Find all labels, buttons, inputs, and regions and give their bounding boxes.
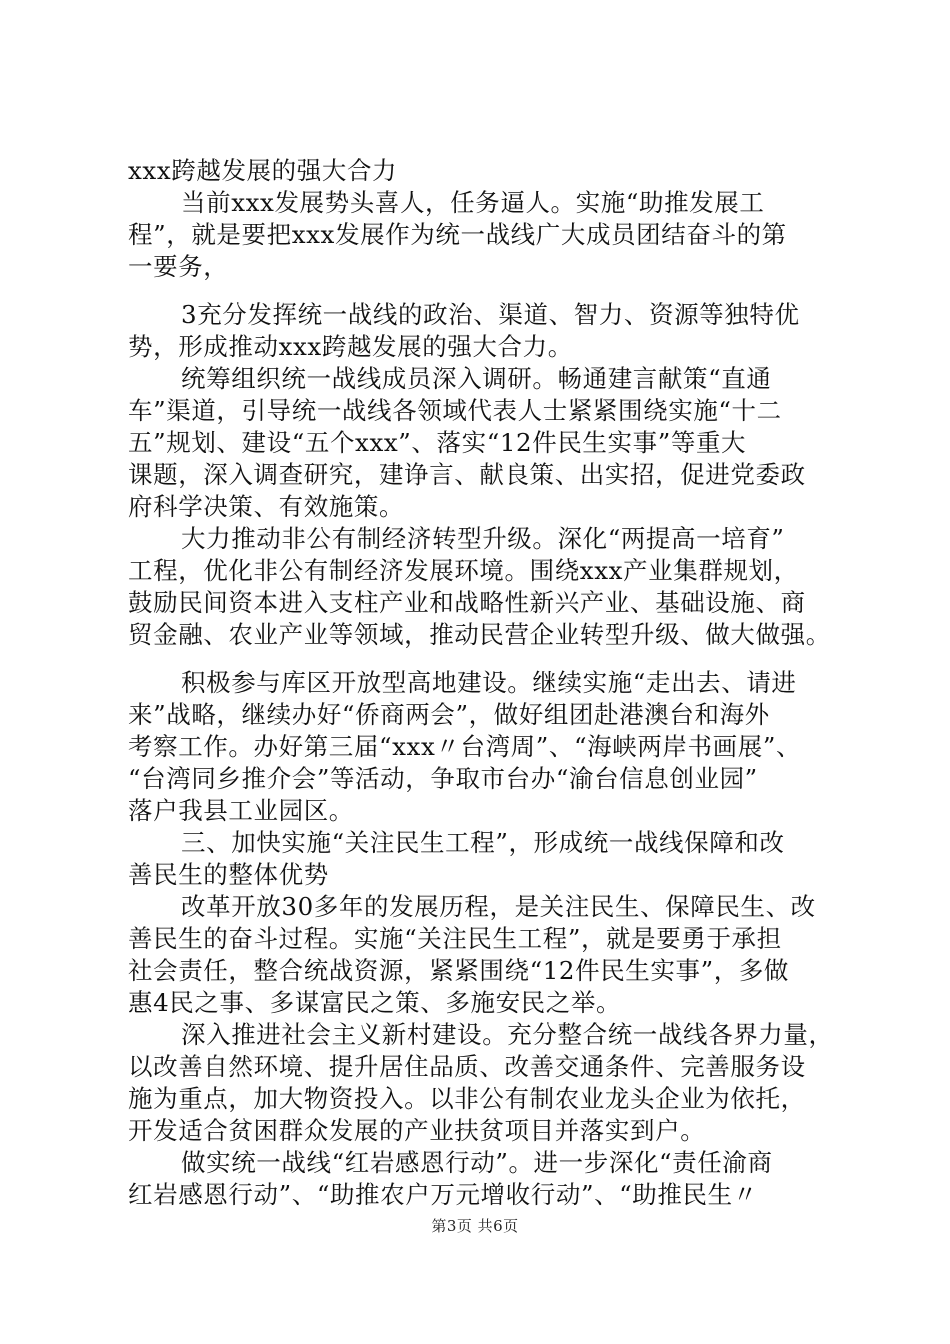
text-line: 鼓励民间资本进入支柱产业和战略性新兴产业、基础设施、商 (128, 588, 806, 617)
text-line: 考察工作。办好第三届“xxx〃台湾周”、“海峡两岸书画展”、 (128, 732, 802, 761)
text-line: 开发适合贫困群众发展的产业扶贫项目并落实到户。 (128, 1116, 706, 1145)
paragraph-start-line: 积极参与库区开放型高地建设。继续实施“走出去、请进 (181, 668, 797, 697)
paragraph-start-line: 深入推进社会主义新村建设。充分整合统一战线各界力量， (181, 1020, 834, 1049)
text-line: 车”渠道，引导统一战线各领域代表人士紧紧围绕实施“十二 (128, 396, 782, 425)
section-heading-line: 三、加快实施“关注民生工程”，形成统一战线保障和改 (181, 828, 785, 857)
section-heading-line: 善民生的整体优势 (128, 860, 329, 889)
text-line: 五”规划、建设“五个xxx”、落实“12件民生实事”等重大 (128, 428, 747, 457)
text-line: xxx跨越发展的强大合力 (128, 156, 398, 185)
text-line: 社会责任，整合统战资源，紧紧围绕“12件民生实事”，多做 (128, 956, 790, 985)
text-line: 课题，深入调查研究，建诤言、献良策、出实招，促进党委政 (128, 460, 806, 489)
text-line: 势，形成推动xxx跨越发展的强大合力。 (128, 332, 573, 361)
paragraph-start-line: 当前xxx发展势头喜人，任务逼人。实施“助推发展工 (181, 188, 765, 217)
text-line: 贸金融、农业产业等领域，推动民营企业转型升级、做大做强。 (128, 620, 831, 649)
text-line: 来”战略，继续办好“侨商两会”，做好组团赴港澳台和海外 (128, 700, 770, 729)
text-line: 落户我县工业园区。 (128, 796, 354, 825)
text-line: 府科学决策、有效施策。 (128, 492, 405, 521)
paragraph-start-line: 大力推动非公有制经济转型升级。深化“两提高一培育” (181, 524, 785, 553)
text-line: “台湾同乡推介会”等活动，争取市台办“渝台信息创业园” (128, 764, 758, 793)
paragraph-start-line: 做实统一战线“红岩感恩行动”。进一步深化“责任渝商 (181, 1148, 773, 1177)
paragraph-start-line: 改革开放30多年的发展历程，是关注民生、保障民生、改 (181, 892, 816, 921)
text-line: 以改善自然环境、提升居住品质、改善交通条件、完善服务设 (128, 1052, 806, 1081)
text-line: 惠4民之事、多谋富民之策、多施安民之举。 (128, 988, 622, 1017)
text-line: 一要务， (128, 252, 229, 281)
paragraph-start-line: 统筹组织统一战线成员深入调研。畅通建言献策“直通 (181, 364, 772, 393)
text-line: 施为重点，加大物资投入。以非公有制农业龙头企业为依托， (128, 1084, 806, 1113)
text-line: 程”，就是要把xxx发展作为统一战线广大成员团结奋斗的第 (128, 220, 787, 249)
paragraph-start-line: 3充分发挥统一战线的政治、渠道、智力、资源等独特优 (181, 300, 800, 329)
text-line: 红岩感恩行动”、“助推农户万元增收行动”、“助推民生〃 (128, 1180, 758, 1209)
text-line: 善民生的奋斗过程。实施“关注民生工程”，就是要勇于承担 (128, 924, 782, 953)
page-number-footer: 第3页 共6页 (431, 1217, 519, 1235)
text-line: 工程，优化非公有制经济发展环境。围绕xxx产业集群规划， (128, 556, 799, 585)
